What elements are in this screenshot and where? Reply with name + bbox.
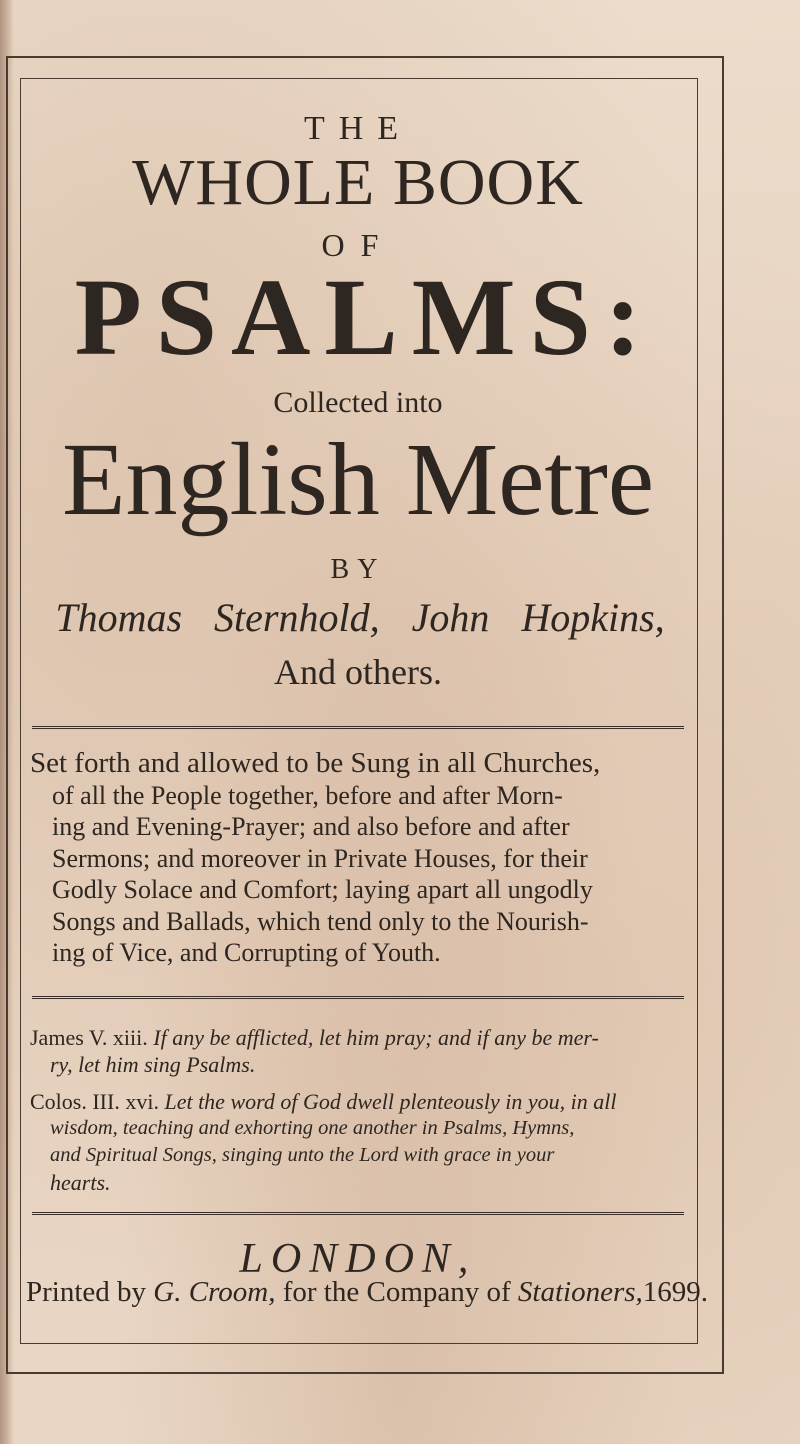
title-psalms: PSALMS: <box>74 256 656 378</box>
divider-rule <box>32 996 684 999</box>
imprint-city: LONDON, <box>239 1236 477 1282</box>
description-line: Set forth and allowed to be Sung in all Churches, <box>30 747 601 779</box>
verse-reference: James V. xiii. <box>30 1025 148 1050</box>
subtitle-english-metre: English Metre <box>61 422 655 537</box>
description-paragraph <box>30 748 600 969</box>
title-of: OF <box>321 227 395 263</box>
divider-rule <box>32 1212 684 1215</box>
verse-colossians <box>30 1088 694 1196</box>
verse-text: wisdom, teaching and exhorting one another in Psalms, Hymns, <box>50 1117 575 1139</box>
description-line: of all the People together, before and after Morn- <box>52 780 563 810</box>
description-line: Sermons; and moreover in Private Houses, for their <box>52 843 588 873</box>
verse-reference: Colos. III. xvi. <box>30 1089 159 1114</box>
imprint-line <box>26 1278 708 1307</box>
verse-text: ry, let him sing Psalms. <box>50 1052 256 1077</box>
title-the: THE <box>303 110 413 147</box>
and-others: And others. <box>274 652 442 692</box>
imprint-for-company: for the Company of <box>282 1276 511 1308</box>
imprint-year: 1699. <box>642 1276 709 1308</box>
verse-james <box>30 1024 694 1078</box>
authors: Thomas Sternhold, John Hopkins, <box>55 595 665 640</box>
verse-text: hearts. <box>50 1170 111 1195</box>
title-whole-book: WHOLE BOOK <box>132 146 584 219</box>
description-line: Songs and Ballads, which tend only to the Nourish- <box>52 906 589 936</box>
description-line: ing and Evening-Prayer; and also before and after <box>52 812 570 841</box>
divider-rule <box>32 726 684 729</box>
verse-text: If any be afflicted, let him pray; and if any be mer- <box>153 1025 599 1050</box>
verse-text: Let the word of God dwell plenteously in you, in all <box>164 1089 617 1114</box>
verse-text: and Spiritual Songs, singing unto the Lord with grace in your <box>50 1144 555 1166</box>
imprint-stationers: Stationers, <box>517 1276 643 1308</box>
imprint-printed-by: Printed by <box>26 1276 147 1308</box>
description-line: Godly Solace and Comfort; laying apart all ungodly <box>52 875 593 904</box>
subtitle-collected: Collected into <box>273 386 443 419</box>
description-line: ing of Vice, and Corrupting of Youth. <box>52 938 441 967</box>
by-line: BY <box>330 554 386 585</box>
imprint-printer: G. Croom, <box>153 1276 276 1308</box>
